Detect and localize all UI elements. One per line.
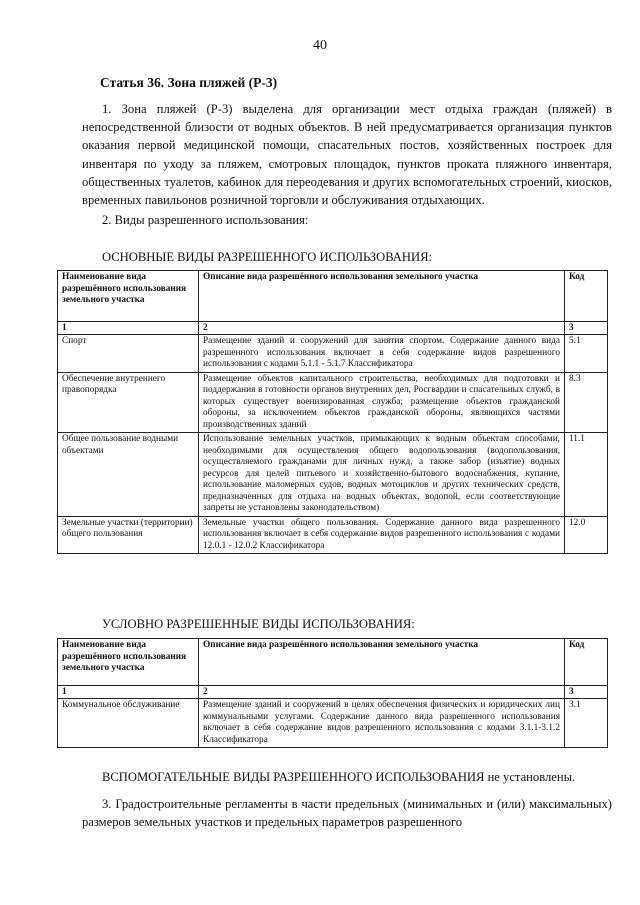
table-row <box>58 335 608 373</box>
use-name: Общее пользование водными объектами <box>58 433 199 517</box>
header-name: Наименование вида разрешённого использования земельного участка <box>58 271 199 322</box>
header-description: Описание вида разрешённого использования земельного участка <box>199 639 565 686</box>
paragraph-2: 2. Виды разрешенного использования: <box>102 213 309 227</box>
table-row <box>58 699 608 748</box>
header-name: Наименование вида разрешённого использования земельного участка <box>58 639 199 686</box>
use-description: Размещение зданий и сооружений для занятия спортом. Содержание данного вида разрешенного использования включает в себя содержание видов разрешенного использования с кодами 5.1.1 - 5.1.7 Классификатора <box>199 335 565 373</box>
table-row <box>58 516 608 554</box>
use-code: 5.1 <box>565 335 608 373</box>
use-name: Земельные участки (территории) общего пользования <box>58 516 199 554</box>
table-row <box>58 372 608 433</box>
column-number: 2 <box>199 686 565 699</box>
use-code: 11.1 <box>565 433 608 517</box>
use-description: Земельные участки общего пользования. Содержание данного вида разрешенного использования включает в себя содержание видов разрешенного использования с кодами 12.0.1 - 12.0.2 Классификатора <box>199 516 565 554</box>
use-description: Использование земельных участков, примыкающих к водным объектам способами, необходимыми для осуществления общего водопользования (водопользования, осуществляемого гражданами для личных нужд, а также забор (изъятие) водных ресурсов для целей питьевого и хозяйственно-бытового водоснабжения, купание, использование маломерных судов, водных мотоциклов и других технических средств, предназначенных для отдыха на водных объектах, водопой, если соответствующие запреты не установлены законодательством) <box>199 433 565 517</box>
section-auxiliary-uses-heading: ВСПОМОГАТЕЛЬНЫЕ ВИДЫ РАЗРЕШЕННОГО ИСПОЛЬЗОВАНИЯ не установлены. <box>102 770 576 784</box>
paragraph-3: 3. Градостроительные регламенты в части предельных (минимальных и (или) максимальных) размеров земельных участков и предельных параметров разрешенного <box>82 797 612 830</box>
section-conditional-uses-heading: УСЛОВНО РАЗРЕШЕННЫЕ ВИДЫ ИСПОЛЬЗОВАНИЯ: <box>102 617 415 631</box>
use-description: Размещение объектов капитального строительства, необходимых для подготовки и поддержания в готовности органов внутренних дел, Росгвардии и спасательных служб, в которых существует военизированная служба; размещение объектов гражданской обороны, за исключением объектов гражданской обороны, являющихся частями производственных зданий <box>199 372 565 433</box>
use-code: 8.3 <box>565 372 608 433</box>
use-name: Спорт <box>58 335 199 373</box>
table-header-row <box>58 271 608 322</box>
use-name: Коммунальное обслуживание <box>58 699 199 748</box>
header-code: Код <box>565 639 608 686</box>
column-number-row <box>58 322 608 335</box>
section-main-uses-heading: ОСНОВНЫЕ ВИДЫ РАЗРЕШЕННОГО ИСПОЛЬЗОВАНИЯ: <box>102 250 432 264</box>
conditional-uses-table <box>57 638 608 748</box>
article-title: Статья 36. Зона пляжей (Р-3) <box>100 75 278 90</box>
paragraph-1: 1. Зона пляжей (Р-3) выделена для организации мест отдыха граждан (пляжей) в непосредственной близости от водных объектов. В ней предусматривается организация пунктов оказания первой медицинской помощи, спасательных постов, хозяйственных построек для инвентаря по уходу за пляжем, смотровых площадок, пунктов проката пляжного инвентаря, общественных туалетов, кабинок для переодевания и других вспомогательных строений, киосков, временных павильонов розничной торговли и обслуживания отдыхающих. <box>82 102 612 208</box>
header-description: Описание вида разрешённого использования земельного участка <box>199 271 565 322</box>
main-uses-table <box>57 270 608 554</box>
column-number: 3 <box>565 322 608 335</box>
use-name: Обеспечение внутреннего правопорядка <box>58 372 199 433</box>
table-row <box>58 433 608 517</box>
column-number: 1 <box>58 322 199 335</box>
use-description: Размещение зданий и сооружений в целях обеспечения физических и юридических лиц коммунальными услугами. Содержание данного вида разрешенного использования включает в себя содержание видов разрешенного использования с кодами 3.1.1-3.1.2 Классификатора <box>199 699 565 748</box>
header-code: Код <box>565 271 608 322</box>
table-header-row <box>58 639 608 686</box>
page-number: 40 <box>313 38 327 53</box>
column-number: 2 <box>199 322 565 335</box>
column-number: 3 <box>565 686 608 699</box>
column-number-row <box>58 686 608 699</box>
column-number: 1 <box>58 686 199 699</box>
use-code: 12.0 <box>565 516 608 554</box>
use-code: 3.1 <box>565 699 608 748</box>
